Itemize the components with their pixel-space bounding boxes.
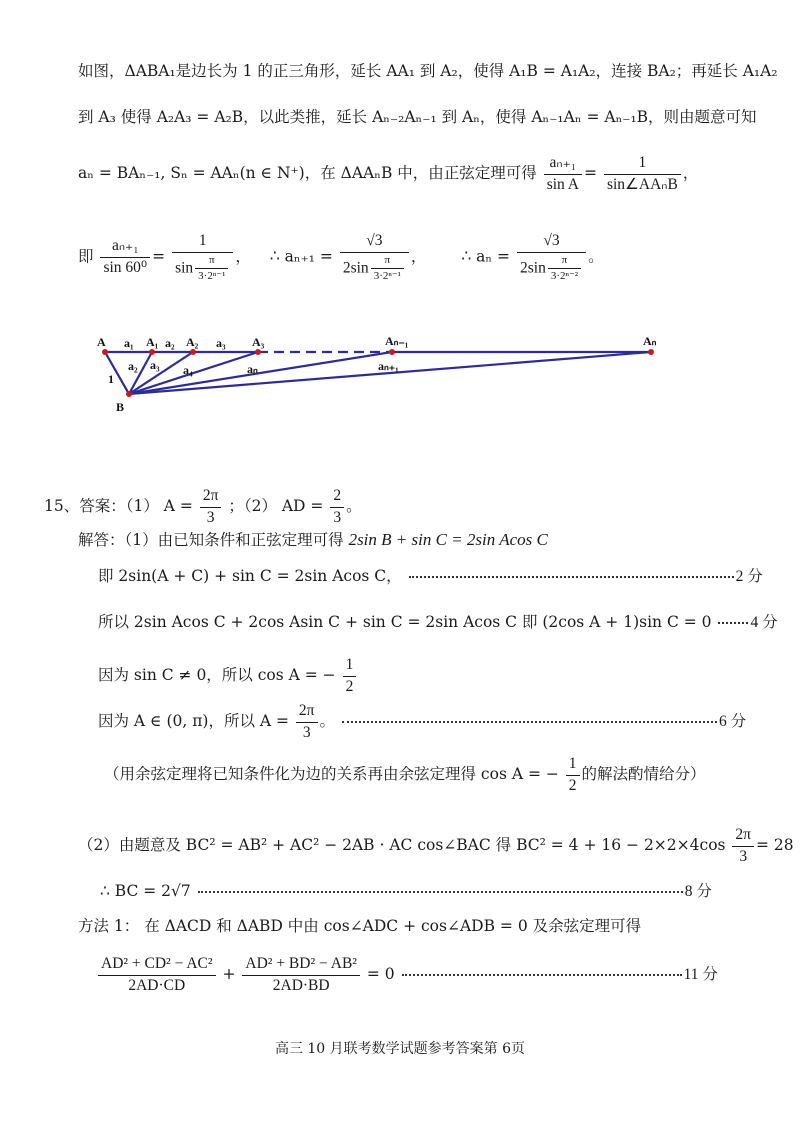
label-B: B xyxy=(116,400,125,414)
page-footer: 高三 10 月联考数学试题参考答案第 6页 xyxy=(274,1041,526,1057)
point-B xyxy=(126,391,132,397)
fraction: √3 2sin $\frac{\pi}{\text{3·2ⁿ⁻¹}}$ xyxy=(340,232,409,283)
label-an: aₙ xyxy=(247,362,258,376)
p15-bc: ∴ BC = 2√7 8 分 xyxy=(100,882,712,900)
fraction: $\frac{1}{2}$ xyxy=(566,755,580,795)
point-A1 xyxy=(149,349,155,355)
p15-step4: 因为 A ∈ (0, π)，所以 A = $\frac{2\pi}{3}$ 。 6 分 xyxy=(98,702,747,741)
fraction: 1 sin $\frac{\pi}{\text{3·2ⁿ⁻¹}}$ xyxy=(172,232,233,283)
p14-line4: 即 $\frac{\text{aₙ₊₁}}{\text{sin 60⁰}}$ = 1 sin $\frac{\pi}{\text{3·2ⁿ⁻¹}}$ ， ∴ aₙ₊₁ = √3 2sin $\frac{\pi}{\text{3·2ⁿ⁻¹}}$ ， ∴ aₙ = √3 2sin $\frac{\pi}{\text{3·2ⁿ⁻²}}$ 。 xyxy=(78,232,604,282)
label-An: Aₙ xyxy=(643,334,657,348)
fraction: $\frac{2\pi}{3}$ xyxy=(200,487,222,527)
fraction: $\frac{2\pi}{3}$ xyxy=(296,702,318,742)
p14-line2: 到 A₃ 使得 A₂A₃ = A₂B，以此类推，延长 Aₙ₋₂Aₙ₋₁ 到 Aₙ，使得 Aₙ₋₁Aₙ = Aₙ₋₁B，则由题意可知 xyxy=(78,108,757,126)
p15-note: （用余弦定理将已知条件化为边的关系再由余弦定理得 cos A = − $\frac{1}{2}$ 的解法酌情给分） xyxy=(104,755,706,794)
label-A1: A₁ xyxy=(146,335,159,349)
p15-method1-eq: $\frac{\text{AD² + CD² − AC²}}{2AD\cdot CD}$ + $\frac{\text{AD² + BD² − AB²}}{2AD\cdot BD}$ = 0 11 分 xyxy=(96,955,718,995)
fraction: √3 2sin $\frac{\pi}{\text{3·2ⁿ⁻²}}$ xyxy=(517,232,586,283)
p14-line3: aₙ = BAₙ₋₁, Sₙ = AAₙ(n ∈ N⁺)，在 ΔAAₙB 中，由正弦定理可得 $\frac{\text{aₙ₊₁}}{\text{sin A}}$ = $\frac{1}{\text{sin∠AAₙB}}$ ， xyxy=(78,154,699,193)
label-A3: A₃ xyxy=(252,335,265,349)
p15-part2: （2）由题意及 BC² = AB² + AC² − 2AB · AC cos∠BAC 得 BC² = 4 + 16 − 2×2×4cos $\frac{2\pi}{3}$ = 28 xyxy=(78,826,794,865)
label-an1: aₙ₊₁ xyxy=(378,359,399,373)
label-a3-slant: a₃ xyxy=(150,358,160,372)
point-An xyxy=(648,349,654,355)
fraction: $\frac{1}{\text{sin∠AAₙB}}$ xyxy=(604,154,681,194)
label-An1: Aₙ₋₁ xyxy=(385,334,409,348)
label-A: A xyxy=(97,335,106,349)
p15-step1: 即 2sin(A + C) + sin C = 2sin Acos C， 2 分 xyxy=(98,567,763,585)
label-a2-slant: a₂ xyxy=(128,359,138,373)
line-An1-B xyxy=(129,352,392,394)
p15-method1: 方法 1： 在 ΔACD 和 ΔABD 中由 cos∠ADC + cos∠ADB = 0 及余弦定理可得 xyxy=(78,917,642,935)
label-one: 1 xyxy=(108,372,114,386)
geometry-diagram xyxy=(95,332,675,422)
fraction: $\frac{\text{AD² + BD² − AB²}}{2AD\cdot BD}$ xyxy=(242,955,360,995)
label-A2: A₂ xyxy=(186,335,199,349)
fraction: $\frac{2}{3}$ xyxy=(330,487,344,527)
label-a3: a₃ xyxy=(216,336,226,350)
fraction: $\frac{1}{2}$ xyxy=(343,656,357,696)
label-a2: a₂ xyxy=(165,336,175,350)
fraction: $\frac{\text{AD² + CD² − AC²}}{2AD\cdot CD}$ xyxy=(98,955,216,995)
p15-solution-intro: 解答：（1）由已知条件和正弦定理可得 2sin B + sin C = 2sin Acos C xyxy=(78,530,548,549)
p15-step2: 所以 2sin Acos C + 2cos Asin C + sin C = 2sin Acos C 即 (2cos A + 1)sin C = 0 4 分 xyxy=(98,613,778,631)
label-a4: a₄ xyxy=(183,363,193,377)
fraction: $\frac{\text{aₙ₊₁}}{\text{sin 60⁰}}$ xyxy=(100,237,150,277)
point-An1 xyxy=(389,349,395,355)
point-A3 xyxy=(255,349,261,355)
fraction: $\frac{2\pi}{3}$ xyxy=(732,826,754,866)
point-A xyxy=(102,349,108,355)
p14-line1: 如图，ΔABA₁是边长为 1 的正三角形，延长 AA₁ 到 A₂，使得 A₁B = A₁A₂，连接 BA₂；再延长 A₁A₂ xyxy=(78,62,778,80)
p15-answer: 15、答案：（1） A = $\frac{2\pi}{3}$ ；（2） AD = $\frac{2}{3}$ 。 xyxy=(44,487,362,526)
label-a1: a₁ xyxy=(124,336,134,350)
fraction: $\frac{\text{aₙ₊₁}}{\text{sin A}}$ xyxy=(544,154,582,194)
point-A2 xyxy=(190,349,196,355)
p15-step3: 因为 sin C ≠ 0，所以 cos A = − $\frac{1}{2}$ xyxy=(98,656,358,696)
